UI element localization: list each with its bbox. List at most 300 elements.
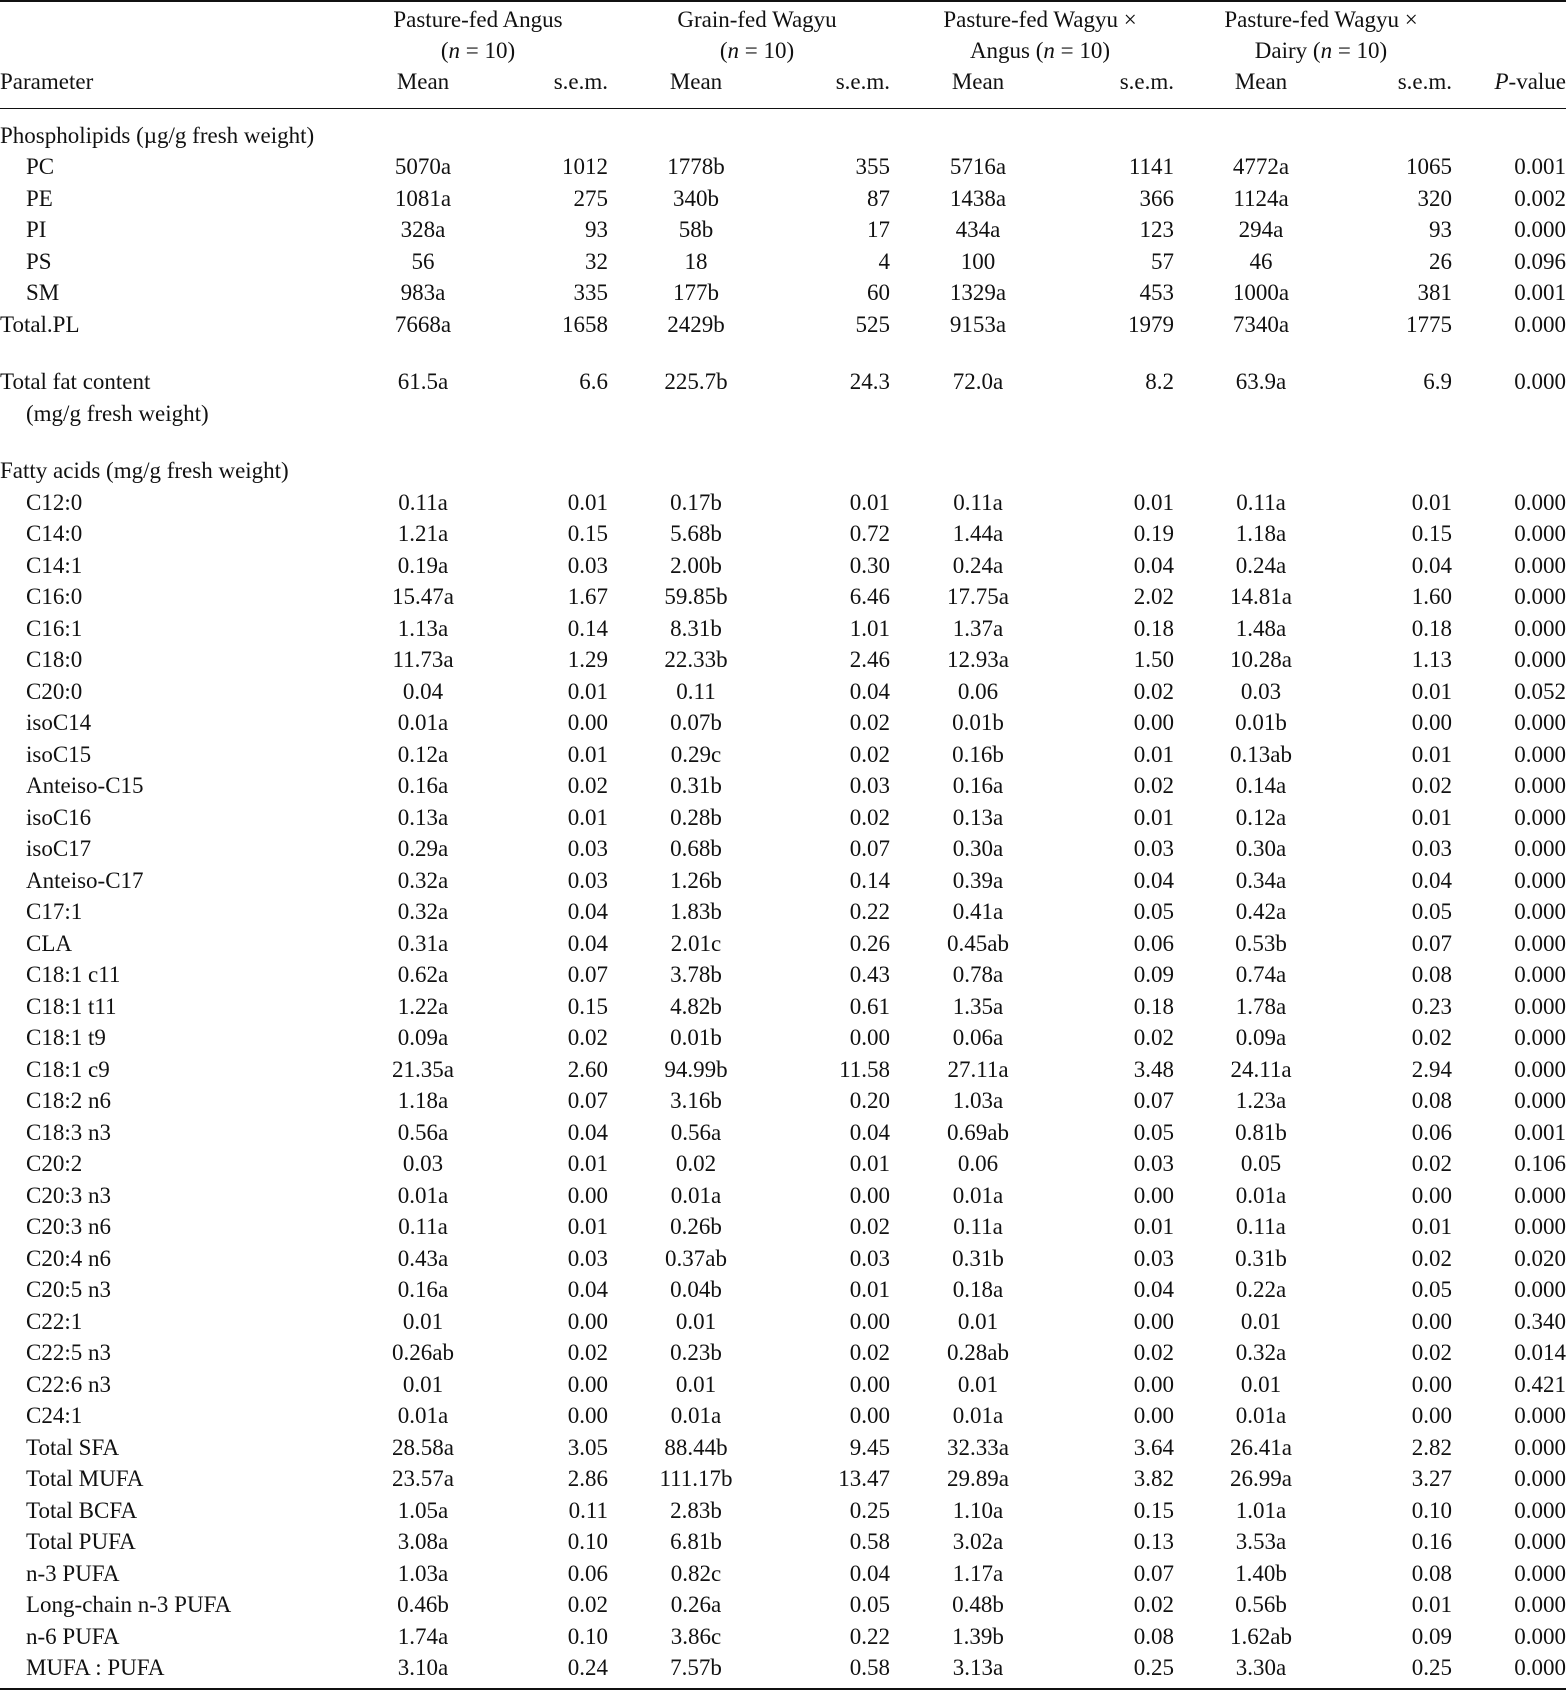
parameter-cell: C18:1 c11 xyxy=(26,962,121,987)
sem-cell: 0.18 xyxy=(1133,993,1174,1019)
sem-cell: 0.01 xyxy=(849,1277,890,1302)
p-value-cell: 0.020 xyxy=(1514,1245,1566,1271)
sem-cell: 3.64 xyxy=(1133,1434,1174,1460)
mean-cell: 0.11a xyxy=(953,489,1003,515)
p-value-cell: 0.096 xyxy=(1514,248,1566,274)
sem-cell: 0.03 xyxy=(1133,1245,1174,1271)
p-value-cell: 0.014 xyxy=(1514,1340,1566,1365)
mean-cell: 0.01a xyxy=(952,1182,1004,1208)
table-row xyxy=(0,1243,1566,1275)
sem-cell: 0.15 xyxy=(567,993,608,1019)
mean-cell: 0.03 xyxy=(1240,678,1282,704)
sem-cell: 0.00 xyxy=(1133,1308,1174,1334)
sem-cell: 0.02 xyxy=(567,1592,608,1617)
mean-cell: 225.7b xyxy=(664,369,728,394)
mean-cell: 0.34a xyxy=(1235,867,1287,893)
parameter-cell: n-3 PUFA xyxy=(26,1560,120,1586)
table-row xyxy=(0,1306,1566,1338)
table-row xyxy=(0,1432,1566,1464)
mean-cell: 0.01b xyxy=(952,710,1004,735)
mean-cell: 0.14a xyxy=(1235,773,1287,798)
sem-cell: 0.25 xyxy=(1133,1655,1174,1680)
table-row xyxy=(0,518,1566,550)
parameter-cell: isoC16 xyxy=(26,804,92,830)
mean-cell: 1.03a xyxy=(952,1088,1004,1113)
mean-cell: 111.17b xyxy=(659,1466,733,1491)
sem-cell: 8.2 xyxy=(1145,369,1174,394)
mean-cell: 5716a xyxy=(949,154,1007,179)
sem-cell: 1.60 xyxy=(1411,584,1452,609)
p-value-cell: 0.000 xyxy=(1514,867,1566,893)
sem-cell: 0.00 xyxy=(849,1182,890,1208)
table-row xyxy=(0,613,1566,645)
sem-cell: 0.04 xyxy=(1133,867,1174,893)
mean-header: Mean xyxy=(951,69,1005,94)
mean-cell: 0.32a xyxy=(1235,1340,1287,1365)
mean-cell: 0.06 xyxy=(957,1151,999,1176)
sem-cell: 123 xyxy=(1139,217,1174,242)
p-value-cell: 0.000 xyxy=(1514,962,1566,987)
mean-cell: 0.28ab xyxy=(947,1340,1009,1365)
mean-cell: 1.37a xyxy=(952,615,1004,641)
sem-cell: 0.03 xyxy=(1133,836,1174,861)
sem-cell: 0.01 xyxy=(567,804,608,830)
p-value-cell: 0.000 xyxy=(1514,1560,1566,1586)
mean-cell: 0.12a xyxy=(397,741,449,767)
table-row xyxy=(0,896,1566,928)
sem-cell: 0.61 xyxy=(849,993,890,1019)
p-value-cell: 0.000 xyxy=(1514,1056,1566,1082)
sem-cell: 0.05 xyxy=(1133,899,1174,924)
sem-cell: 0.01 xyxy=(567,1151,608,1176)
sem-cell: 0.13 xyxy=(1133,1529,1174,1554)
p-value-cell: 0.000 xyxy=(1514,1277,1566,1302)
sem-cell: 0.00 xyxy=(1133,1403,1174,1428)
mean-cell: 1.22a xyxy=(397,993,449,1019)
mean-cell: 0.01b xyxy=(1235,710,1287,735)
mean-cell: 63.9a xyxy=(1235,369,1287,394)
mean-cell: 1.44a xyxy=(952,521,1004,546)
parameter-cell: C20:4 n6 xyxy=(26,1245,111,1271)
sem-cell: 0.00 xyxy=(567,1182,608,1208)
table-row xyxy=(0,833,1566,865)
sem-cell: 0.16 xyxy=(1411,1529,1452,1554)
sem-cell: 0.15 xyxy=(1133,1497,1174,1523)
mean-header: Mean xyxy=(396,69,450,94)
mean-cell: 3.10a xyxy=(397,1655,449,1680)
mean-cell: 0.53b xyxy=(1235,930,1287,956)
parameter-cell: C17:1 xyxy=(26,899,83,924)
sem-cell: 0.04 xyxy=(567,1277,608,1302)
sem-cell: 2.94 xyxy=(1411,1056,1452,1082)
sem-cell: 0.02 xyxy=(849,1340,890,1365)
mean-cell: 0.13a xyxy=(952,804,1004,830)
table-row xyxy=(0,1180,1566,1212)
mean-cell: 17.75a xyxy=(947,584,1009,609)
sem-cell: 2.46 xyxy=(849,647,890,672)
mean-cell: 4.82b xyxy=(670,993,722,1019)
sem-cell: 0.02 xyxy=(849,1214,890,1239)
p-value-cell: 0.000 xyxy=(1514,1403,1566,1428)
parameter-cell: PE xyxy=(26,185,53,211)
mean-cell: 24.11a xyxy=(1230,1056,1292,1082)
mean-cell: 0.01a xyxy=(670,1403,722,1428)
mean-cell: 0.11a xyxy=(1236,1214,1286,1239)
sem-cell: 0.03 xyxy=(567,867,608,893)
parameter-cell: C20:2 xyxy=(26,1151,83,1176)
mean-cell: 3.16b xyxy=(670,1088,722,1113)
parameter-cell: Total SFA xyxy=(26,1434,120,1460)
sem-cell: 3.05 xyxy=(567,1434,608,1460)
sem-cell: 0.05 xyxy=(1133,1119,1174,1145)
table-row xyxy=(0,770,1566,802)
sem-cell: 0.07 xyxy=(1411,930,1452,956)
table-row xyxy=(0,644,1566,676)
sem-cell: 0.00 xyxy=(1411,1308,1452,1334)
sem-cell: 0.02 xyxy=(849,741,890,767)
mean-cell: 0.13ab xyxy=(1230,741,1292,767)
mean-cell: 100 xyxy=(960,248,996,274)
mean-cell: 0.37ab xyxy=(665,1245,727,1271)
p-value-cell: 0.000 xyxy=(1514,710,1566,735)
sem-cell: 2.02 xyxy=(1133,584,1174,609)
table-row xyxy=(0,277,1566,309)
sem-cell: 1141 xyxy=(1128,154,1174,179)
group-header-4: Pasture-fed Wagyu × Dairy (n = 10) xyxy=(1224,7,1418,63)
mean-cell: 0.18a xyxy=(952,1277,1004,1302)
sem-cell: 0.03 xyxy=(567,836,608,861)
sem-cell: 320 xyxy=(1417,185,1452,211)
mean-cell: 0.32a xyxy=(397,867,449,893)
sem-cell: 0.06 xyxy=(1133,930,1174,956)
sem-cell: 366 xyxy=(1139,185,1174,211)
mean-cell: 0.13a xyxy=(397,804,449,830)
p-value-cell: 0.000 xyxy=(1514,1592,1566,1617)
mean-cell: 1000a xyxy=(1232,280,1290,305)
mean-cell: 7.57b xyxy=(670,1655,722,1680)
mean-cell: 1.78a xyxy=(1235,993,1287,1019)
sem-cell: 0.01 xyxy=(567,1214,608,1239)
sem-cell: 0.04 xyxy=(1133,552,1174,578)
sem-cell: 0.07 xyxy=(567,1088,608,1113)
sem-cell: 0.01 xyxy=(1411,804,1452,830)
sem-cell: 60 xyxy=(867,280,890,305)
p-value-cell: 0.000 xyxy=(1514,647,1566,672)
mean-cell: 177b xyxy=(673,280,719,305)
parameter-cell: C20:3 n6 xyxy=(26,1214,111,1239)
p-value-cell: 0.000 xyxy=(1514,217,1566,242)
sem-header: s.e.m. xyxy=(553,69,608,94)
mean-cell: 1.74a xyxy=(397,1623,449,1649)
mean-cell: 0.03 xyxy=(402,1151,444,1176)
parameter-cell: PI xyxy=(26,217,47,242)
mean-cell: 0.01a xyxy=(397,710,449,735)
mean-cell: 434a xyxy=(955,217,1001,242)
mean-cell: 7340a xyxy=(1232,311,1290,337)
mean-cell: 1.18a xyxy=(397,1088,449,1113)
sem-cell: 0.14 xyxy=(849,867,890,893)
parameter-cell: C12:0 xyxy=(26,489,83,515)
sem-cell: 87 xyxy=(867,185,890,211)
mean-cell: 88.44b xyxy=(664,1434,728,1460)
table-row xyxy=(0,1085,1566,1117)
table-row xyxy=(0,1652,1566,1684)
mean-cell: 26.99a xyxy=(1230,1466,1292,1491)
parameter-cell: C22:6 n3 xyxy=(26,1371,111,1397)
mean-cell: 0.41a xyxy=(952,899,1004,924)
sem-cell: 0.03 xyxy=(849,773,890,798)
table-row xyxy=(0,1022,1566,1054)
sem-cell: 0.01 xyxy=(1133,1214,1174,1239)
mean-cell: 4772a xyxy=(1232,154,1290,179)
sem-cell: 2.60 xyxy=(567,1056,608,1082)
mean-cell: 3.78b xyxy=(670,962,722,987)
sem-cell: 1065 xyxy=(1406,154,1452,179)
p-value-cell: 0.052 xyxy=(1514,678,1566,704)
mean-cell: 0.01 xyxy=(1240,1371,1282,1397)
sem-cell: 453 xyxy=(1139,280,1174,305)
table-row xyxy=(0,1211,1566,1243)
sem-cell: 0.04 xyxy=(1133,1277,1174,1302)
table-row xyxy=(0,676,1566,708)
mean-cell: 0.31b xyxy=(952,1245,1004,1271)
section-fatty-acids: Fatty acids (mg/g fresh weight) xyxy=(0,458,289,483)
sem-cell: 0.01 xyxy=(1411,489,1452,515)
parameter-cell: Total BCFA xyxy=(26,1497,138,1523)
sem-cell: 0.00 xyxy=(567,710,608,735)
mean-cell: 28.58a xyxy=(392,1434,454,1460)
sem-cell: 0.00 xyxy=(1411,1371,1452,1397)
mean-cell: 1.35a xyxy=(952,993,1004,1019)
sem-cell: 0.01 xyxy=(567,741,608,767)
section-phospholipids: Phospholipids (µg/g fresh weight) xyxy=(0,122,315,148)
sem-cell: 0.02 xyxy=(849,804,890,830)
mean-cell: 15.47a xyxy=(392,584,454,609)
sem-cell: 0.02 xyxy=(1411,1245,1452,1271)
sem-cell: 0.15 xyxy=(567,521,608,546)
table-row xyxy=(0,865,1566,897)
sem-cell: 0.07 xyxy=(849,836,890,861)
sem-cell: 0.02 xyxy=(567,1025,608,1050)
p-value-cell: 0.001 xyxy=(1514,154,1566,179)
mean-cell: 983a xyxy=(400,280,446,305)
table-row xyxy=(0,581,1566,613)
mean-cell: 22.33b xyxy=(664,647,728,672)
sem-cell: 32 xyxy=(585,248,608,274)
mean-cell: 0.31a xyxy=(397,930,449,956)
mean-header: Mean xyxy=(669,69,723,94)
sem-cell: 0.02 xyxy=(1411,1025,1452,1050)
parameter-cell: C18:1 c9 xyxy=(26,1056,110,1082)
mean-cell: 0.11a xyxy=(953,1214,1003,1239)
mean-cell: 9153a xyxy=(949,311,1007,337)
sem-cell: 0.03 xyxy=(1133,1151,1174,1176)
parameter-cell: C18:3 n3 xyxy=(26,1119,111,1145)
mean-cell: 0.48b xyxy=(952,1592,1004,1617)
mean-cell: 1.21a xyxy=(397,521,449,546)
sem-cell: 0.09 xyxy=(1133,962,1174,987)
mean-cell: 1.10a xyxy=(952,1497,1004,1523)
mean-cell: 0.01 xyxy=(675,1371,717,1397)
sem-cell: 0.03 xyxy=(567,552,608,578)
p-value-cell: 0.000 xyxy=(1514,741,1566,767)
sem-cell: 0.30 xyxy=(849,552,890,578)
p-value-cell: 0.002 xyxy=(1514,185,1566,211)
mean-cell: 1.40b xyxy=(1235,1560,1287,1586)
mean-cell: 56 xyxy=(411,248,435,274)
mean-cell: 0.30a xyxy=(1235,836,1287,861)
mean-cell: 0.74a xyxy=(1235,962,1287,987)
sem-cell: 0.07 xyxy=(567,962,608,987)
mean-cell: 0.11a xyxy=(398,1214,448,1239)
sem-cell: 6.9 xyxy=(1423,369,1452,394)
mean-cell: 2.00b xyxy=(670,552,722,578)
sem-cell: 0.02 xyxy=(1133,1340,1174,1365)
p-value-cell: 0.000 xyxy=(1514,1214,1566,1239)
sem-cell: 0.05 xyxy=(1411,899,1452,924)
mean-cell: 21.35a xyxy=(392,1056,454,1082)
sem-cell: 0.02 xyxy=(1133,1592,1174,1617)
sem-header: s.e.m. xyxy=(835,69,890,94)
sem-cell: 0.00 xyxy=(1133,1182,1174,1208)
mean-cell: 0.01a xyxy=(670,1182,722,1208)
p-value-cell: 0.000 xyxy=(1514,1466,1566,1491)
sem-cell: 0.00 xyxy=(1411,710,1452,735)
mean-cell: 340b xyxy=(673,185,719,211)
mean-cell: 0.12a xyxy=(1235,804,1287,830)
sem-cell: 0.25 xyxy=(1411,1655,1452,1680)
sem-cell: 275 xyxy=(573,185,608,211)
mean-cell: 328a xyxy=(400,217,446,242)
p-value-cell: 0.000 xyxy=(1514,836,1566,861)
sem-cell: 3.27 xyxy=(1411,1466,1452,1491)
mean-cell: 0.82c xyxy=(670,1560,722,1586)
sem-cell: 0.01 xyxy=(567,489,608,515)
table-row xyxy=(0,802,1566,834)
sem-cell: 4 xyxy=(878,248,890,274)
sem-cell: 0.00 xyxy=(849,1308,890,1334)
p-value-cell: 0.000 xyxy=(1514,899,1566,924)
sem-cell: 0.03 xyxy=(1411,836,1452,861)
p-value-cell: 0.001 xyxy=(1514,1119,1566,1145)
sem-cell: 355 xyxy=(855,154,890,179)
table-row xyxy=(0,928,1566,960)
sem-cell: 13.47 xyxy=(838,1466,890,1491)
sem-cell: 0.00 xyxy=(1133,710,1174,735)
sem-cell: 0.09 xyxy=(1411,1623,1452,1649)
mean-cell: 46 xyxy=(1249,248,1273,274)
table-row-total-fat xyxy=(0,340,1566,429)
sem-cell: 0.04 xyxy=(849,678,890,704)
mean-cell: 1438a xyxy=(949,185,1007,211)
mean-cell: 1.17a xyxy=(952,1560,1004,1586)
table-row xyxy=(0,1274,1566,1306)
sem-cell: 0.01 xyxy=(1133,741,1174,767)
sem-cell: 57 xyxy=(1151,248,1174,274)
table-row xyxy=(0,707,1566,739)
sem-cell: 0.26 xyxy=(849,930,890,956)
mean-cell: 0.26b xyxy=(670,1214,722,1239)
sem-cell: 0.00 xyxy=(1411,1403,1452,1428)
sem-cell: 0.22 xyxy=(849,1623,890,1649)
mean-cell: 0.17b xyxy=(670,489,722,515)
sem-cell: 0.00 xyxy=(567,1403,608,1428)
mean-cell: 0.42a xyxy=(1235,899,1287,924)
mean-cell: 0.24a xyxy=(952,552,1004,578)
table-row xyxy=(0,1369,1566,1401)
mean-cell: 0.24a xyxy=(1235,552,1287,578)
parameter-cell: C14:0 xyxy=(26,521,83,546)
p-value-cell: 0.421 xyxy=(1514,1371,1566,1397)
sem-cell: 11.58 xyxy=(839,1056,890,1082)
sem-cell: 0.10 xyxy=(567,1623,608,1649)
p-value-cell: 0.001 xyxy=(1514,280,1566,305)
sem-header: s.e.m. xyxy=(1119,69,1174,94)
sem-cell: 3.82 xyxy=(1133,1466,1174,1491)
sem-cell: 2.82 xyxy=(1411,1434,1452,1460)
mean-cell: 0.26a xyxy=(670,1592,722,1617)
parameter-cell: C18:1 t11 xyxy=(26,993,117,1019)
mean-cell: 5.68b xyxy=(670,521,722,546)
mean-cell: 0.56b xyxy=(1235,1592,1287,1617)
sem-cell: 0.03 xyxy=(567,1245,608,1271)
sem-cell: 0.00 xyxy=(1411,1182,1452,1208)
mean-cell: 0.62a xyxy=(397,962,449,987)
p-value-cell: 0.000 xyxy=(1514,1529,1566,1554)
sem-cell: 0.00 xyxy=(1133,1371,1174,1397)
p-value-cell: 0.000 xyxy=(1514,584,1566,609)
mean-cell: 1.18a xyxy=(1235,521,1287,546)
mean-cell: 1.62ab xyxy=(1230,1623,1292,1649)
sem-cell: 0.02 xyxy=(567,1340,608,1365)
sem-cell: 0.00 xyxy=(567,1371,608,1397)
p-value-cell: 0.000 xyxy=(1514,1497,1566,1523)
mean-cell: 0.30a xyxy=(952,836,1004,861)
sem-cell: 0.08 xyxy=(1411,1560,1452,1586)
mean-cell: 7668a xyxy=(394,311,452,337)
mean-cell: 0.31b xyxy=(1235,1245,1287,1271)
parameter-cell: C18:1 t9 xyxy=(26,1025,106,1050)
table-row xyxy=(0,1526,1566,1558)
mean-cell: 0.39a xyxy=(952,867,1004,893)
sem-cell: 0.00 xyxy=(849,1371,890,1397)
table-body xyxy=(0,108,1566,1684)
mean-cell: 0.19a xyxy=(397,552,449,578)
mean-cell: 0.31b xyxy=(670,773,722,798)
table-row xyxy=(0,214,1566,246)
sem-cell: 1.29 xyxy=(567,647,608,672)
parameter-cell: n-6 PUFA xyxy=(26,1623,120,1649)
p-value-cell: 0.000 xyxy=(1514,1655,1566,1680)
mean-cell: 0.22a xyxy=(1235,1277,1287,1302)
sem-cell: 0.00 xyxy=(849,1025,890,1050)
group-header-1: Pasture-fed Angus (n = 10) xyxy=(393,7,563,63)
sem-cell: 1.67 xyxy=(567,584,608,609)
mean-cell: 1124a xyxy=(1233,185,1289,211)
sem-cell: 93 xyxy=(585,217,608,242)
sem-cell: 0.04 xyxy=(849,1560,890,1586)
parameter-header: Parameter xyxy=(0,69,94,94)
sem-cell: 0.06 xyxy=(567,1560,608,1586)
mean-cell: 0.78a xyxy=(952,962,1004,987)
mean-cell: 23.57a xyxy=(392,1466,454,1491)
sem-cell: 0.15 xyxy=(1411,521,1452,546)
mean-cell: 294a xyxy=(1238,217,1284,242)
mean-cell: 1329a xyxy=(949,280,1007,305)
parameter-cell: C14:1 xyxy=(26,552,83,578)
p-value-header: P-value xyxy=(1494,69,1566,94)
mean-cell: 6.81b xyxy=(670,1529,722,1554)
